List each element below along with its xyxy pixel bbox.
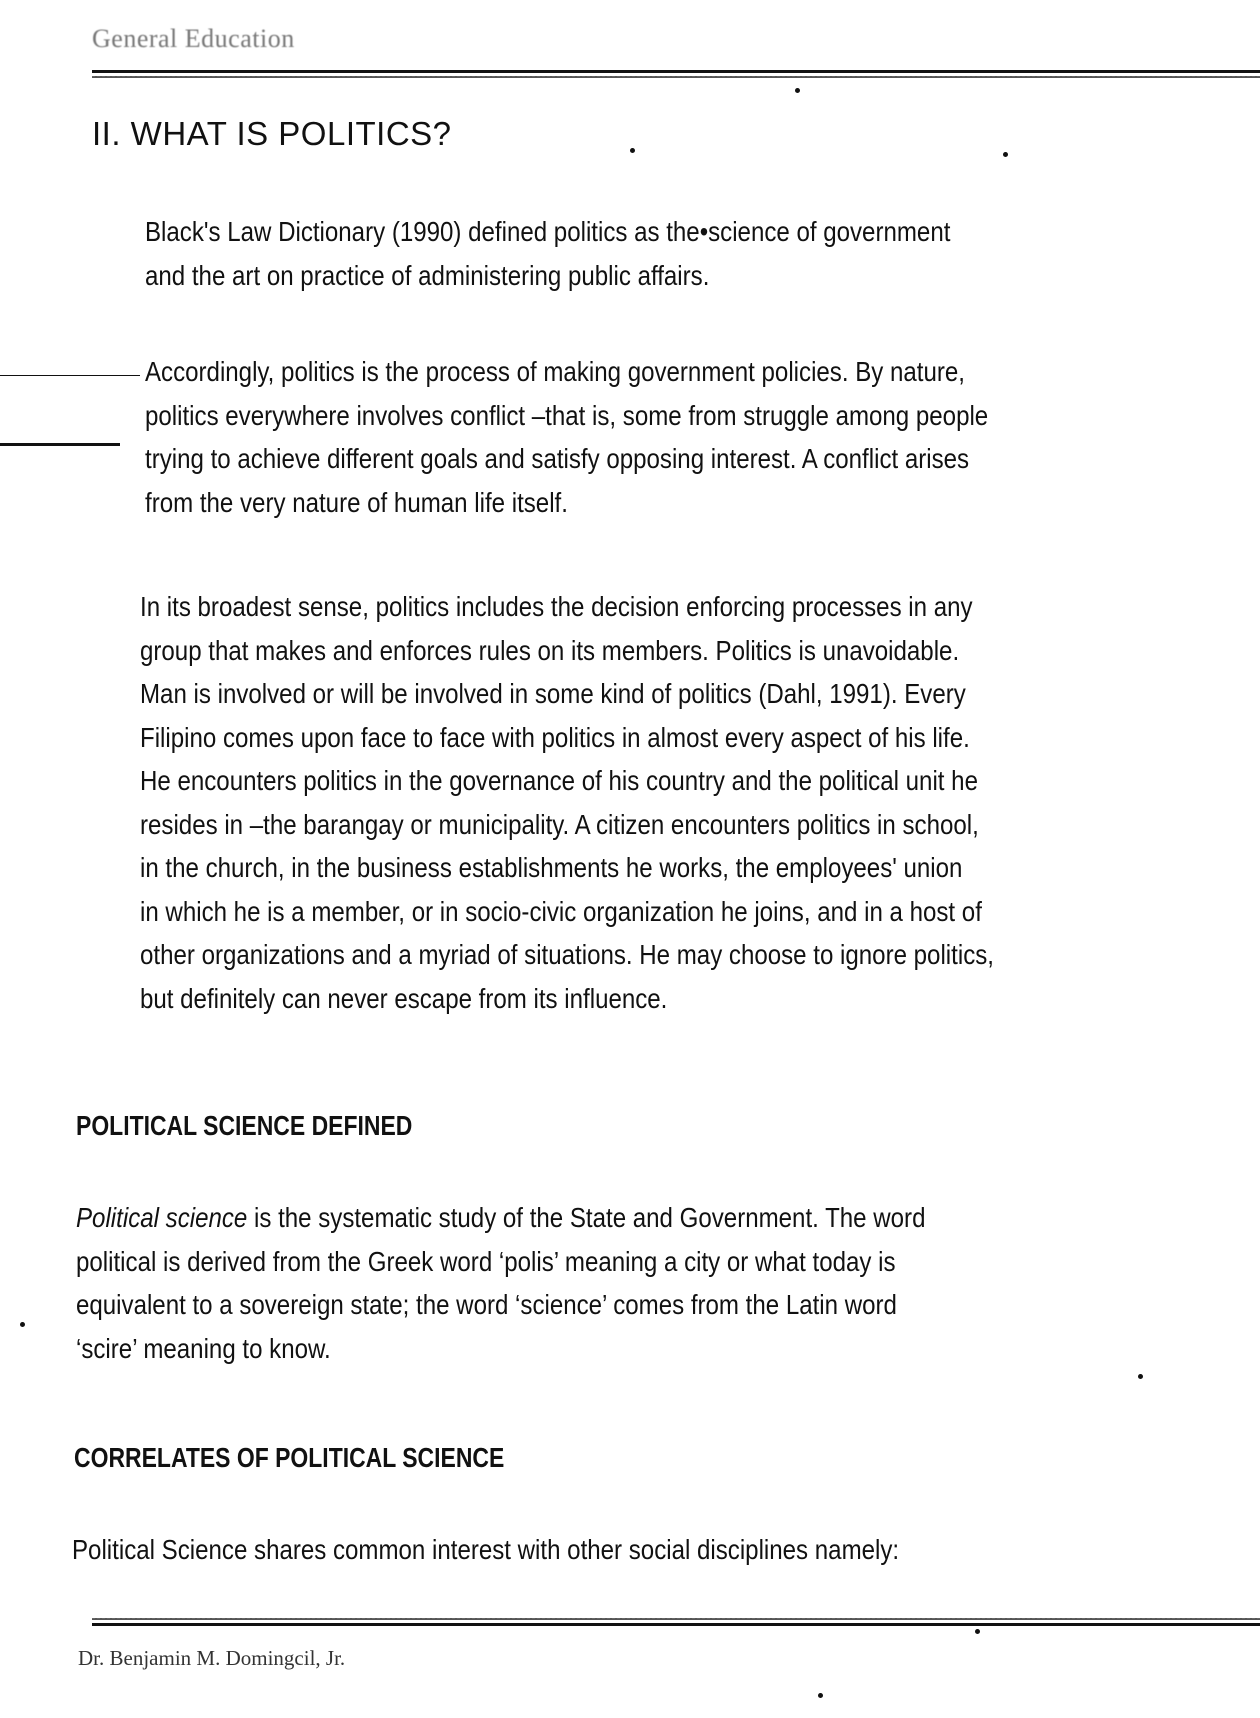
text-line: equivalent to a sovereign state; the word ‘science’ comes from the Latin word <box>76 1289 897 1320</box>
text-line: in the church, in the business establishments he works, the employees' union <box>140 852 963 883</box>
paragraph-political-science-definition <box>76 1196 925 1370</box>
chapter-title: II. WHAT IS POLITICS? <box>92 115 452 152</box>
text-line: In its broadest sense, politics includes the decision enforcing processes in any <box>140 591 973 622</box>
text-line: ‘scire’ meaning to know. <box>76 1332 331 1364</box>
scan-speck <box>795 88 800 93</box>
section-heading-correlates: CORRELATES OF POLITICAL SCIENCE <box>74 1442 505 1473</box>
text-line: Political Science shares common interest with other social disciplines namely: <box>72 1534 900 1565</box>
text-line: but definitely can never escape from its influence. <box>140 982 668 1014</box>
text-line: Black's Law Dictionary (1990) defined politics as the•science of government <box>145 216 951 247</box>
text-line: group that makes and enforces rules on its members. Politics is unavoidable. <box>140 634 960 666</box>
margin-line <box>0 375 140 376</box>
margin-line <box>0 443 120 446</box>
paragraph-correlates <box>72 1528 899 1572</box>
text-line: and the art on practice of administering public affairs. <box>145 259 710 291</box>
text-line: other organizations and a myriad of situations. He may choose to ignore politics, <box>140 939 994 970</box>
scan-speck <box>1138 1374 1143 1379</box>
text-line: Filipino comes upon face to face with politics in almost every aspect of his life. <box>140 721 970 753</box>
text-line: politics everywhere involves conflict –that is, some from struggle among people <box>145 399 989 431</box>
scan-speck <box>818 1693 823 1698</box>
text-fragment: is the systematic study of the State and Government. The word <box>247 1202 926 1233</box>
text-line: He encounters politics in the governance of his country and the political unit he <box>140 765 978 796</box>
footer-rule <box>92 1618 1260 1626</box>
section-heading-political-science: POLITICAL SCIENCE DEFINED <box>76 1110 413 1141</box>
paragraph-conflict <box>145 350 988 524</box>
text-line: from the very nature of human life itself. <box>145 486 568 518</box>
header-rule <box>92 70 1260 78</box>
text-line: trying to achieve different goals and satisfy opposing interest. A conflict arises <box>145 443 970 474</box>
text-line: in which he is a member, or in socio-civic organization he joins, and in a host of <box>140 895 982 927</box>
running-header: General Education <box>92 24 295 53</box>
text-line: resides in –the barangay or municipality. A citizen encounters politics in school, <box>140 808 979 840</box>
paragraph-definition <box>145 210 950 297</box>
scan-speck <box>630 148 635 153</box>
scan-speck <box>975 1629 980 1634</box>
footer-author: Dr. Benjamin M. Domingcil, Jr. <box>78 1646 346 1670</box>
scan-speck <box>20 1322 25 1327</box>
text-line: Man is involved or will be involved in some kind of politics (Dahl, 1991). Every <box>140 678 966 709</box>
text-line: Accordingly, politics is the process of making government policies. By nature, <box>145 356 965 387</box>
text-line <box>76 1196 925 1240</box>
text-line: political is derived from the Greek word ‘polis’ meaning a city or what today is <box>76 1245 896 1277</box>
paragraph-broadest-sense <box>140 585 994 1020</box>
scan-speck <box>1003 152 1008 157</box>
defined-term: Political science <box>76 1202 248 1233</box>
